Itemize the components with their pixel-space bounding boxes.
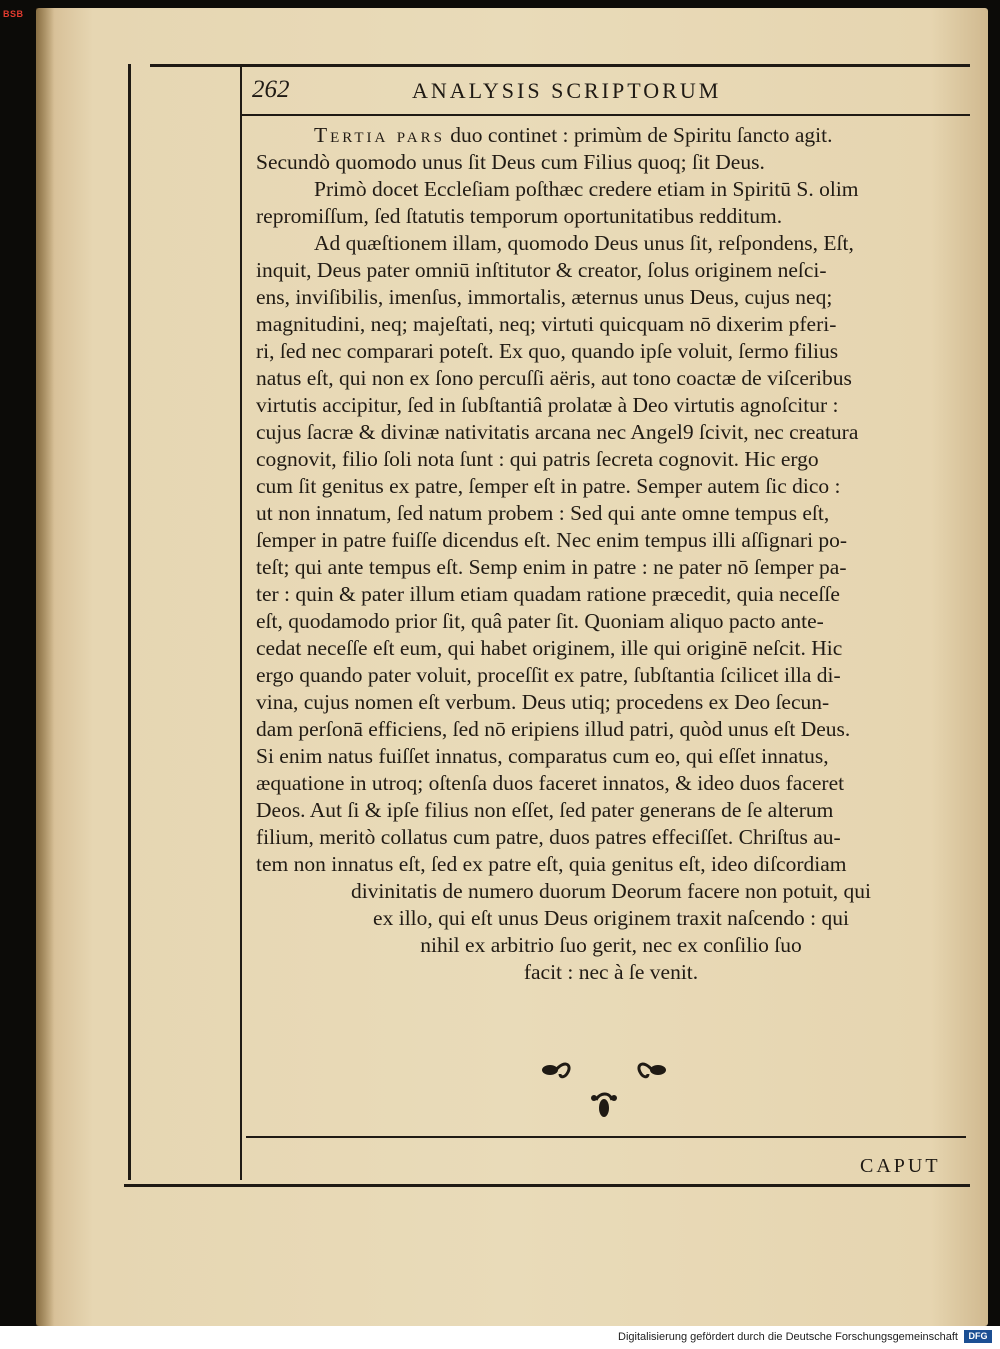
text-line [256, 581, 966, 608]
text-line [256, 689, 966, 716]
running-title: ANALYSIS SCRIPTORUM [412, 78, 722, 103]
text-line [256, 527, 966, 554]
text-line [256, 473, 966, 500]
text-bottom-rule [246, 1136, 966, 1138]
funding-credit: Digitalisierung gefördert durch die Deutsche Forschungsgemeinschaft [618, 1331, 958, 1343]
text-line [256, 365, 966, 392]
line-text: cedat neceſſe eſt eum, qui habet originem, ille qui originē neſcit. Hic [256, 636, 843, 660]
line-text: repromiſſum, ſed ſtatutis temporum oportunitatibus redditum. [256, 204, 783, 228]
section-lead: Tertia pars [314, 123, 445, 147]
line-text: natus eſt, qui non ex ſono percuſſi aëris, aut tono coactæ de viſceribus [256, 366, 852, 390]
text-line [256, 716, 966, 743]
line-text: eſt, quodamodo prior ſit, quâ pater ſit. Quoniam aliquo pacto ante- [256, 609, 824, 633]
text-line [256, 257, 966, 284]
text-line [256, 851, 966, 878]
line-text: virtutis accipitur, ſed in ſubſtantiâ prolatæ à Deo virtutis agnoſcitur : [256, 393, 839, 417]
text-line [256, 419, 966, 446]
line-text: vina, cujus nomen eſt verbum. Deus utiq; procedens ex Deo ſecun- [256, 690, 830, 714]
line-text: Deos. Aut ſi & ipſe filius non eſſet, ſed pater generans de ſe alterum [256, 798, 834, 822]
line-text: Ad quæſtionem illam, quomodo Deus unus ſit, reſpondens, Eſt, [314, 231, 854, 255]
text-line [256, 959, 966, 986]
line-text: magnitudini, neq; majeſtati, neq; virtuti quicquam nō dixerim pferi- [256, 312, 837, 336]
line-text: facit : nec à ſe venit. [523, 960, 699, 984]
text-line [256, 905, 966, 932]
header-underline-rule [240, 114, 970, 116]
text-line [256, 392, 966, 419]
line-text: ut non innatum, ſed natum probem : Sed qui ante omne tempus eſt, [256, 501, 830, 525]
fleuron-ornament-icon [530, 1056, 680, 1128]
line-text: ens, inviſibilis, imenſus, immortalis, æternus unus Deus, cujus neq; [256, 285, 833, 309]
text-line [256, 149, 966, 176]
line-text: ri, ſed nec comparari poteſt. Ex quo, quando ipſe voluit, ſermo filius [256, 339, 839, 363]
line-text: ſemper in patre fuiſſe dicendus eſt. Nec enim tempus illi aſſignari po- [256, 528, 848, 552]
text-line [256, 284, 966, 311]
frame-left-inner-rule [240, 64, 242, 1180]
line-text: inquit, Deus pater omniū inſtitutor & creator, ſolus originem neſci- [256, 258, 827, 282]
line-text: cognovit, filio ſoli nota ſunt : qui patris ſecreta cognovit. Hic ergo [256, 447, 819, 471]
dfg-logo: DFG [964, 1330, 992, 1343]
text-line [256, 176, 966, 203]
text-line [256, 203, 966, 230]
line-text: filium, meritò collatus cum patre, duos patres effeciſſet. Chriſtus au- [256, 825, 841, 849]
text-line [256, 608, 966, 635]
text-line [256, 662, 966, 689]
line-text: cum ſit genitus ex patre, ſemper eſt in patre. Semper autem ſic dico : [256, 474, 841, 498]
library-mark: BSB [3, 9, 24, 19]
frame-bottom-rule [124, 1184, 970, 1187]
page-gutter-shadow [36, 8, 54, 1326]
line-text: Secundò quomodo unus ſit Deus cum Filius quoq; ſit Deus. [256, 150, 765, 174]
text-line [256, 446, 966, 473]
line-text: duo continet : primùm de Spiritu ſancto agit. [444, 123, 833, 147]
line-text: nihil ex arbitrio ſuo gerit, nec ex conſilio ſuo [420, 933, 802, 957]
page-number: 262 [252, 76, 290, 103]
line-text: ex illo, qui eſt unus Deus originem traxit naſcendo : qui [373, 906, 849, 930]
line-text: Si enim natus fuiſſet innatus, comparatus cum eo, qui eſſet innatus, [256, 744, 829, 768]
frame-top-rule [150, 64, 970, 67]
line-text: cujus ſacræ & divinæ nativitatis arcana nec Angel9 ſcivit, nec creatura [256, 420, 859, 444]
line-text: tem non innatus eſt, ſed ex patre eſt, quia genitus eſt, ideo diſcordiam [256, 852, 847, 876]
line-text: Primò docet Eccleſiam poſthæc credere etiam in Spiritū S. olim [314, 177, 859, 201]
text-line [256, 797, 966, 824]
text-line [256, 878, 966, 905]
body-text [256, 122, 966, 986]
text-line [256, 932, 966, 959]
line-text: æquatione in utroq; oſtenſa duos faceret innatos, & ideo duos faceret [256, 771, 845, 795]
text-line [256, 554, 966, 581]
text-line [256, 311, 966, 338]
line-text: divinitatis de numero duorum Deorum facere non potuit, qui [350, 879, 872, 903]
line-text: ter : quin & pater illum etiam quadam ratione præcedit, quia neceſſe [256, 582, 840, 606]
frame-left-rule [128, 64, 131, 1180]
line-text: teſt; qui ante tempus eſt. Semp enim in patre : ne pater nō ſemper pa- [256, 555, 847, 579]
text-line [256, 770, 966, 797]
catchword: CAPUT [860, 1155, 941, 1177]
text-line [256, 635, 966, 662]
text-line [256, 743, 966, 770]
text-line [256, 122, 966, 149]
line-text: dam perſonā efficiens, ſed nō eripiens illud patri, quòd unus eſt Deus. [256, 717, 851, 741]
text-line [256, 500, 966, 527]
text-line [256, 230, 966, 257]
text-line [256, 824, 966, 851]
line-text: ergo quando pater voluit, proceſſit ex patre, ſubſtantia ſcilicet illa di- [256, 663, 841, 687]
text-line [256, 338, 966, 365]
